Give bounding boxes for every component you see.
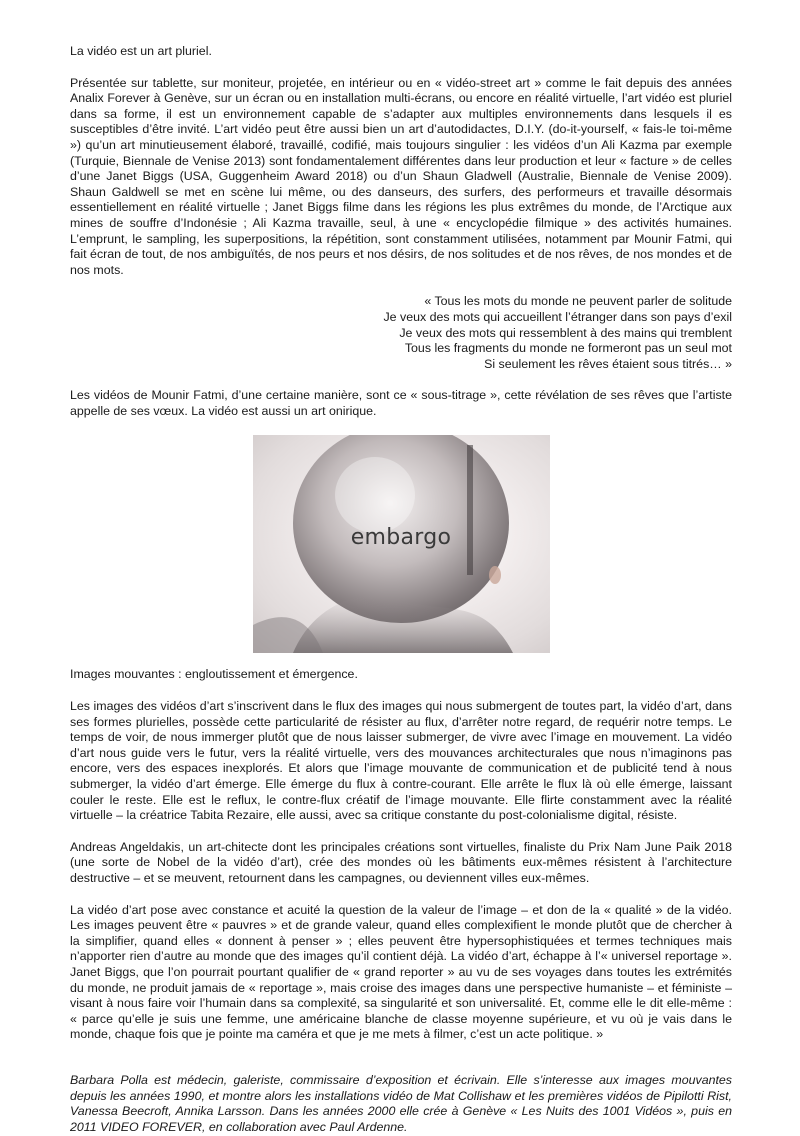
embargo-word: embargo [350,525,452,551]
video-still-image [253,435,550,653]
paragraph-plural-video: Présentée sur tablette, sur moniteur, projetée, en intérieur ou en « vidéo-street art » comme le fait depuis des années Analix Forever à Genève, sur un écran ou en installation multi-écrans, ou encore en réalité virtuelle, l’art vidéo est pluriel dans sa forme, il est un environnement capable de s’adapter aux multiples environnements dans lesquels il es susceptibles d’être invité. L’art vidéo peut être aussi bien un art d’autodidactes, D.I.Y. (do-it-yourself, « fais-le toi-même ») qu’un art minutieusement élaboré, travaillé, codifié, mais toujours singulier : les vidéos d’un Ali Kazma par exemple (Turquie, Biennale de Venise 2013) sont fondamentalement différentes dans leur production et leur « facture » de celles d’une Janet Biggs (USA, Guggenheim Award 2018) ou d’un Shaun Gladwell (Australie, Biennale de Venise 2009). Shaun Galdwell se met en scène lui même, ou des danseurs, des surfers, des performeurs et travaille désormais essentiellement en réalité virtuelle ; Janet Biggs filme dans les régions les plus extrêmes du monde, de l’Arctique aux mines de souffre d’Indonésie ; Ali Kazma travaille, seul, à une « encyclopédie filmique » des activités humaines. L’emprunt, le sampling, les superpositions, la répétition, sont constamment utilisées, notamment par Mounir Fatmi, qui fait écran de tout, de nos ambiguïtés, de nos peurs et nos désirs, de nos solitudes et de nos rêves, de nos mondes et de nos mots. [70,75,732,277]
poem-line: Tous les fragments du monde ne formeront pas un seul mot [404,341,732,356]
poem-line: Si seulement les rêves étaient sous titrés… » [484,356,732,371]
author-bio: Barbara Polla est médecin, galeriste, commissaire d’exposition et écrivain. Elle s’interesse aux images mouvantes depuis les années 1990, et montre alors les installations vidéo de Mat Collishaw et les premières vidéos de Pipilotti Rist, Vanessa Beecroft, Annika Larsson. Dans les années 2000 elle crée à Genève « Les Nuits des 1001 Vidéos », puis en 2011 VIDEO FOREVER, en collaboration avec Paul Ardenne. [70,1072,732,1134]
paragraph-moving-images: Les images des vidéos d’art s’inscrivent dans le flux des images qui nous submergent de toutes part, la vidéo d’art, dans ses formes plurielles, possède cette particularité de résister au flux, d’arrêter notre regard, de requérir notre temps. Le temps de voir, de nous immerger plutôt que de nous laisser submerger, de vivre avec l’image en mouvement. La vidéo d’art nous guide vers le futur, vers la réalité virtuelle, vers des mouvances architecturales que nous n’imaginons pas encore, vers des espaces inexplorés. Et alors que l’image mouvante de communication et de publicité tend à nous submerger, la vidéo d’art émerge. Elle émerge du flux à contre-courant. Elle arrête le flux là où elle émerge, laissant couler le reste. Elle est le reflux, le contre-flux créatif de l’image mouvante. Elle flirte constamment avec la réalité virtuelle – la créatrice Tabita Rezaire, elle aussi, avec sa critique constante du post-colonialisme digital, résiste. [70,699,732,823]
article-body [70,44,732,1135]
paragraph-angeldakis: Andreas Angeldakis, un art-chitecte dont les principales créations sont virtuelles, finaliste du Prix Nam June Paik 2018 (une sorte de Nobel de la vidéo d’art), crée des mondes où les bâtiments eux-mêmes résistent à l’architecture destructive – et se meuvent, retournent dans les campagnes, ou deviennent villes eux-mêmes. [70,839,732,885]
paragraph-image-value: La vidéo d’art pose avec constance et acuité la question de la valeur de l’image – et don de la « qualité » de la vidéo. Les images peuvent être « pauvres » et de grande valeur, quand elles complexifient le monde plutôt que de chercher à la simplifier, quand elles « donnent à penser » ; elles peuvent être hypersophistiquées et termes techniques mais n’apporter rien d’autre au monde que des images qu’il contient déjà. La vidéo d’art, échappe à l’« universel reportage ». Janet Biggs, que l’on pourrait pourtant qualifier de « grand reporter » au vu de ses voyages dans toutes les extrémités du monde, ne produit jamais de « reportage », mais croise des images dans une perspective humaniste – et féministe – visant à nous faire voir l’humain dans sa complexité, sa singularité et son universalité. Et, comme elle le dit elle-même : « parce qu’elle je suis une femme, une américaine blanche de classe moyenne supérieure, et vu où je vais dans le monde, chaque fois que je pointe ma caméra et que je me mets à filmer, c’est un acte politique. » [70,902,732,1042]
poem-line: « Tous les mots du monde ne peuvent parler de solitude [424,294,732,309]
poem-line: Je veux des mots qui accueillent l’étranger dans son pays d’exil [383,309,732,324]
poem-quote [70,294,732,372]
paragraph-subtitles: Les vidéos de Mounir Fatmi, d’une certaine manière, sont ce « sous-titrage », cette révélation de ses rêves que l’artiste appelle de ses vœux. La vidéo est aussi un art onirique. [70,388,732,418]
section-heading: Images mouvantes : engloutissement et émergence. [70,667,358,682]
poem-line: Je veux des mots qui ressemblent à des mains qui tremblent [399,325,732,340]
intro-heading: La vidéo est un art pluriel. [70,44,212,58]
